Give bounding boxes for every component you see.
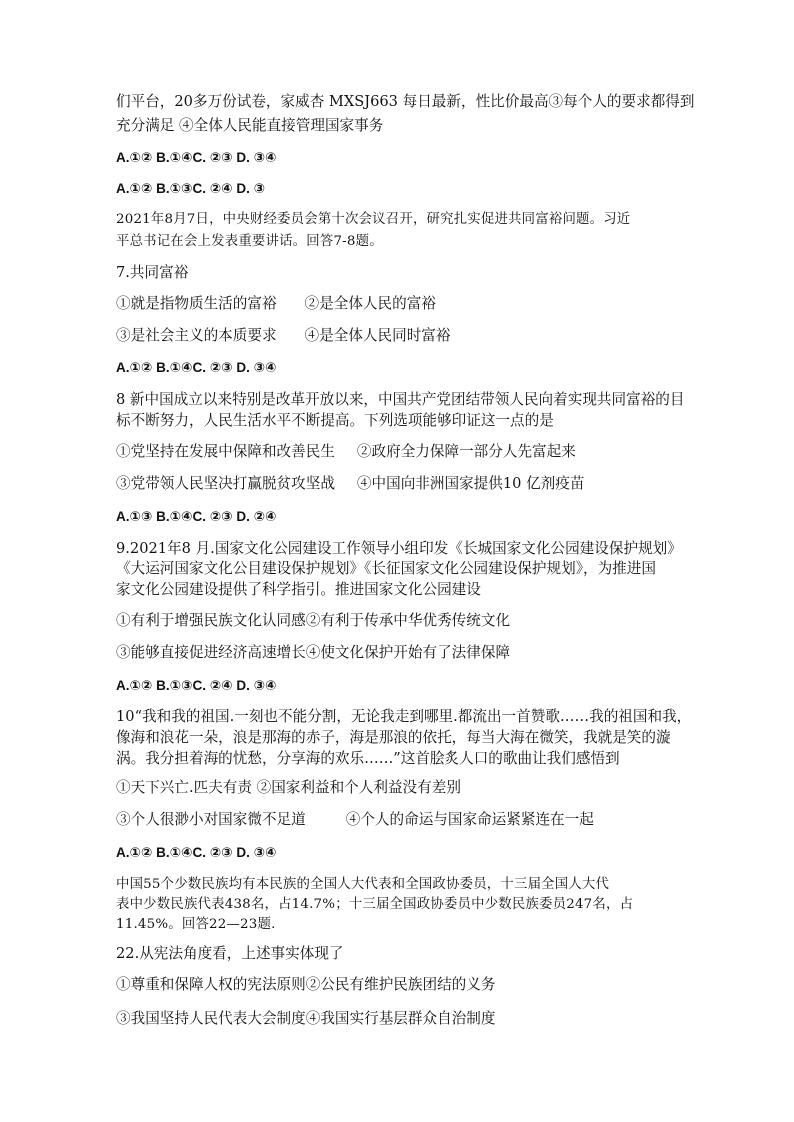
text-line: ③我国坚持人民代表大会制度④我国实行基层群众自治制度 — [116, 1010, 496, 1027]
text-line: ③能够直接促进经济高速增长④使文化保护开始有了法律保障 — [116, 644, 511, 661]
choice-4: ④是全体人民同时富裕 — [304, 327, 451, 344]
question-title: 22.从宪法角度看，上述事实体现了 — [116, 945, 344, 962]
text-line: 平总书记在会上发表重要讲话。回答7-8题。 — [116, 234, 383, 249]
question-title: 7.共同富裕 — [116, 264, 189, 281]
answer-options: A.①② B.①③C. ②④ D. ③④ — [116, 678, 277, 693]
choice-4: ④中国向非洲国家提供10 亿剂疫苗 — [356, 475, 585, 492]
text-line: 家文化公园建设提供了科学指引。推进国家文化公园建设 — [116, 581, 481, 598]
answer-options: A.①② B.①④C. ②③ D. ③④ — [116, 150, 277, 165]
choice-3: ③是社会主义的本质要求 — [116, 327, 277, 344]
text-line: 《大运河国家文化公目建设保护规划》《长征国家文化公园建设保护规划》，为推进国 — [116, 560, 656, 577]
answer-options: A.①② B.①④C. ②③ D. ③④ — [116, 360, 277, 375]
choice-row — [116, 295, 436, 313]
choice-3: ③党带领人民坚决打赢脱贫攻坚战 — [116, 475, 335, 492]
text-line: 10“我和我的祖国.一刻也不能分割，无论我走到哪里.都流出一首赞歌……我的祖国和我， — [116, 708, 692, 725]
text-line: ①有利于增强民族文化认同感②有利于传承中华优秀传统文化 — [116, 612, 511, 629]
choice-4: ④个人的命运与国家命运紧紧连在一起 — [345, 811, 594, 828]
choice-row — [116, 475, 584, 493]
choice-row — [116, 327, 451, 345]
answer-options: A.①② B.①④C. ②③ D. ③④ — [116, 845, 277, 860]
choice-row — [116, 443, 576, 461]
text-line: 像海和浪花一朵，浪是那海的赤子，海是那浪的依托，每当大海在微笑，我就是笑的漩 — [116, 729, 671, 746]
text-line: 表中少数民族代表438名，占14.7%；十三届全国政协委员中少数民族委员247名，占 — [116, 897, 634, 912]
text-line: ①天下兴亡.匹夫有责 ②国家利益和个人利益没有差别 — [116, 779, 461, 796]
answer-options: A.①② B.①③C. ②④ D. ③ — [116, 181, 266, 196]
choice-2: ②是全体人民的富裕 — [304, 295, 436, 312]
text-line: 2021年8月7日，中央财经委员会第十次会议召开，研究扎实促进共同富裕问题。习近 — [116, 212, 631, 227]
choice-3: ③个人很渺小对国家微不足道 — [116, 811, 306, 828]
choice-1: ①党坚持在发展中保障和改善民生 — [116, 443, 335, 460]
choice-2: ②政府全力保障一部分人先富起来 — [356, 443, 576, 460]
text-line: ①尊重和保障人权的宪法原则②公民有维护民族团结的义务 — [116, 976, 496, 993]
text-line: 11.45%。回答22—23题. — [116, 917, 276, 932]
text-line: 们平台，20多万份试卷，家威杏 MXSJ663 每日最新，性比价最高③每个人的要求都得到 — [116, 93, 695, 110]
text-line: 中国55个少数民族均有本民族的全国人大代表和全国政协委员，十三届全国人大代 — [116, 877, 610, 892]
choice-row — [116, 811, 594, 829]
choice-1: ①就是指物质生活的富裕 — [116, 295, 277, 312]
answer-options: A.①③ B.①④C. ②③ D. ②④ — [116, 509, 277, 524]
text-line: 涡。我分担着海的忧愁，分享海的欢乐……”这首脍炙人口的歌曲让我们感悟到 — [116, 750, 620, 767]
text-line: 充分满足 ④全体人民能直接管理国家事务 — [116, 117, 384, 134]
text-line: 标不断努力，人民生活水平不断提高。下列选项能够印证这一点的是 — [116, 412, 554, 429]
text-line: 8 新中国成立以来特别是改革开放以来，中国共产党团结带领人民向着实现共同富裕的目 — [116, 391, 685, 408]
text-line: 9.2021年8 月.国家文化公园建设工作领导小组印发《长城国家文化公园建设保护规划》 — [116, 540, 682, 557]
